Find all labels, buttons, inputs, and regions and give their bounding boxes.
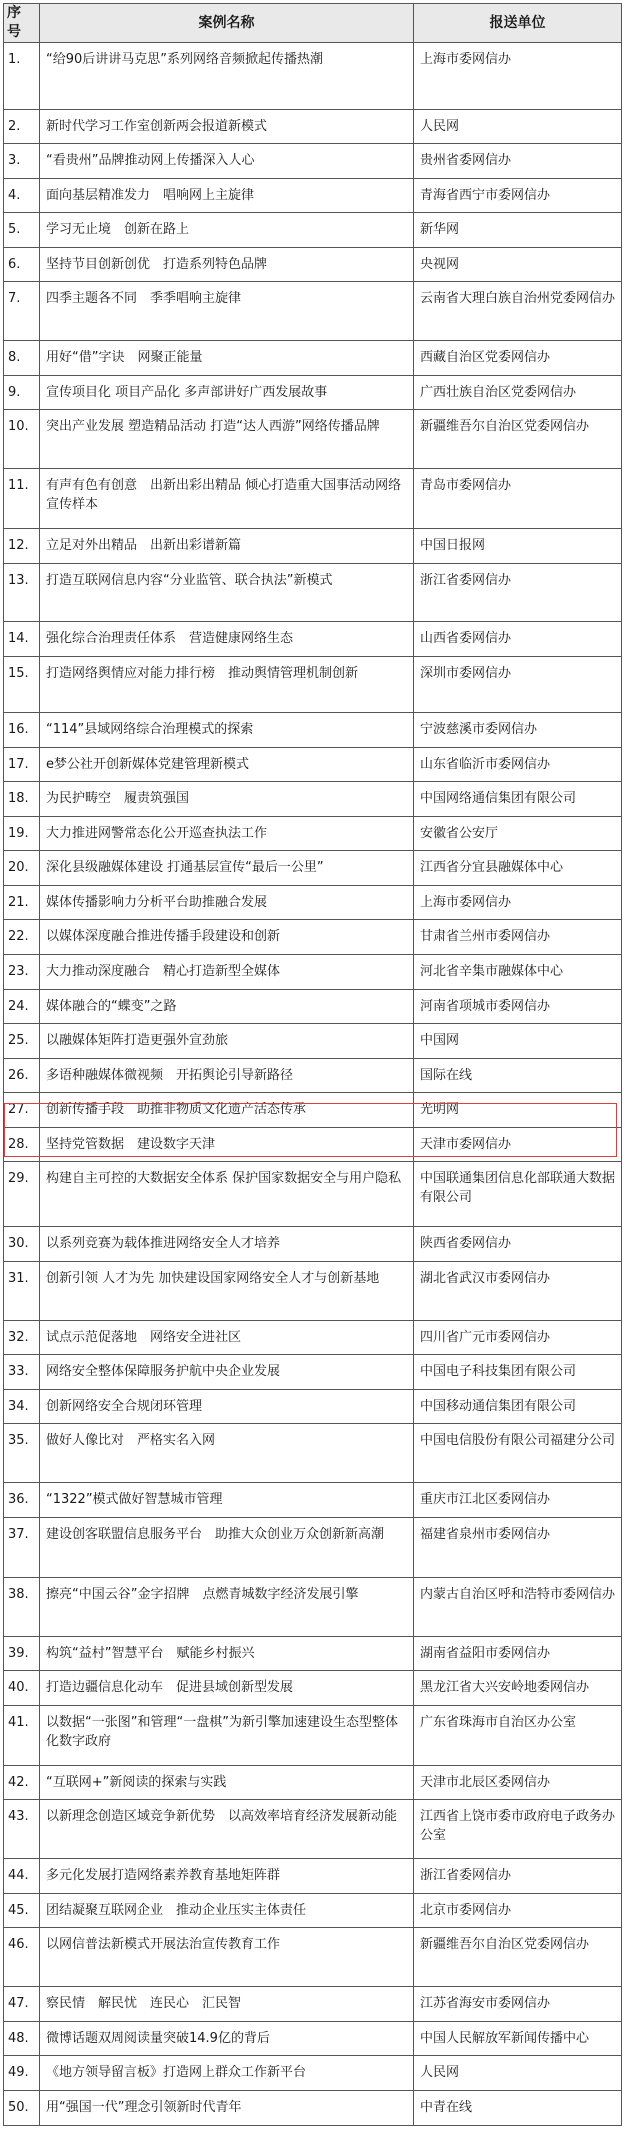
table-row: [4, 282, 622, 341]
row-case-name: 构筑“益村”智慧平台 赋能乡村振兴: [40, 1636, 414, 1671]
row-case-name: 新时代学习工作室创新两会报道新模式: [40, 109, 414, 144]
row-submitting-unit: 中国电信股份有限公司福建分公司: [414, 1424, 622, 1483]
row-case-name: 突出产业发展 塑造精品活动 打造“达人西游”网络传播品牌: [40, 410, 414, 469]
table-row: [4, 2056, 622, 2091]
row-serial-number: 19.: [4, 816, 40, 851]
table-row: [4, 1987, 622, 2022]
row-submitting-unit: 山西省委网信办: [414, 622, 622, 657]
row-serial-number: 43.: [4, 1800, 40, 1859]
row-case-name: 媒体融合的“蝶变”之路: [40, 989, 414, 1024]
row-case-name: 打造互联网信息内容“分业监管、联合执法”新模式: [40, 563, 414, 622]
row-case-name: 以数据“一张图”和管理“一盘棋”为新引擎加速建设生态型整体化数字政府: [40, 1705, 414, 1765]
row-submitting-unit: 国际在线: [414, 1058, 622, 1093]
table-row: [4, 713, 622, 748]
row-serial-number: 25.: [4, 1024, 40, 1059]
table-row: [4, 885, 622, 920]
row-serial-number: 31.: [4, 1261, 40, 1320]
table-row: [4, 1800, 622, 1859]
row-serial-number: 27.: [4, 1093, 40, 1128]
table-row: [4, 1671, 622, 1706]
table-row: [4, 1127, 622, 1162]
row-submitting-unit: 江西省分宜县融媒体中心: [414, 851, 622, 886]
table-row: [4, 2021, 622, 2056]
row-case-name: 构建自主可控的大数据安全体系 保护国家数据安全与用户隐私: [40, 1162, 414, 1227]
row-case-name: e梦公社开创新媒体党建管理新模式: [40, 747, 414, 782]
row-case-name: 创新网络安全合规闭环管理: [40, 1389, 414, 1424]
row-submitting-unit: 北京市委网信办: [414, 1893, 622, 1928]
table-row: [4, 782, 622, 817]
row-case-name: 四季主题各不同 季季唱响主旋律: [40, 282, 414, 341]
row-case-name: “给90后讲讲马克思”系列网络音频掀起传播热潮: [40, 43, 414, 110]
row-case-name: 多语种融媒体微视频 开拓舆论引导新路径: [40, 1058, 414, 1093]
row-serial-number: 23.: [4, 954, 40, 989]
row-case-name: 坚持党管数据 建设数字天津: [40, 1127, 414, 1162]
row-serial-number: 21.: [4, 885, 40, 920]
table-row: [4, 747, 622, 782]
row-serial-number: 3.: [4, 144, 40, 179]
row-case-name: 以媒体深度融合推进传播手段建设和创新: [40, 920, 414, 955]
table-row: [4, 1859, 622, 1894]
row-serial-number: 26.: [4, 1058, 40, 1093]
row-case-name: “1322”模式做好智慧城市管理: [40, 1483, 414, 1518]
row-case-name: 团结凝聚互联网企业 推动企业压实主体责任: [40, 1893, 414, 1928]
row-serial-number: 33.: [4, 1355, 40, 1390]
row-serial-number: 22.: [4, 920, 40, 955]
row-serial-number: 50.: [4, 2090, 40, 2125]
row-submitting-unit: 黑龙江省大兴安岭地委网信办: [414, 1671, 622, 1706]
row-submitting-unit: 山东省临沂市委网信办: [414, 747, 622, 782]
row-case-name: 擦亮“中国云谷”金字招牌 点燃青城数字经济发展引擎: [40, 1577, 414, 1636]
table-row: [4, 410, 622, 469]
table-row: [4, 1227, 622, 1262]
row-serial-number: 34.: [4, 1389, 40, 1424]
row-case-name: “互联网+”新阅读的探索与实践: [40, 1765, 414, 1800]
row-case-name: 用好“借”字诀 网聚正能量: [40, 341, 414, 376]
row-serial-number: 8.: [4, 341, 40, 376]
row-case-name: 以系列竞赛为载体推进网络安全人才培养: [40, 1227, 414, 1262]
row-serial-number: 6.: [4, 247, 40, 282]
row-serial-number: 10.: [4, 410, 40, 469]
table-row: [4, 954, 622, 989]
row-submitting-unit: 新疆维吾尔自治区党委网信办: [414, 410, 622, 469]
row-submitting-unit: 新疆维吾尔自治区党委网信办: [414, 1928, 622, 1987]
table-row: [4, 920, 622, 955]
row-submitting-unit: 福建省泉州市委网信办: [414, 1517, 622, 1577]
row-case-name: 面向基层精准发力 唱响网上主旋律: [40, 178, 414, 213]
row-submitting-unit: 上海市委网信办: [414, 43, 622, 110]
row-serial-number: 9.: [4, 375, 40, 410]
row-serial-number: 5.: [4, 213, 40, 248]
table-row: [4, 529, 622, 564]
row-case-name: 创新传播手段 助推非物质文化遗产活态传承: [40, 1093, 414, 1128]
row-serial-number: 38.: [4, 1577, 40, 1636]
row-submitting-unit: 贵州省委网信办: [414, 144, 622, 179]
row-submitting-unit: 中国移动通信集团有限公司: [414, 1389, 622, 1424]
row-case-name: 创新引领 人才为先 加快建设国家网络安全人才与创新基地: [40, 1261, 414, 1320]
row-case-name: 察民情 解民忧 连民心 汇民智: [40, 1987, 414, 2022]
row-submitting-unit: 中国电子科技集团有限公司: [414, 1355, 622, 1390]
row-submitting-unit: 浙江省委网信办: [414, 563, 622, 622]
row-serial-number: 15.: [4, 656, 40, 712]
case-list-table: [3, 3, 622, 2126]
row-case-name: 学习无止境 创新在路上: [40, 213, 414, 248]
row-serial-number: 35.: [4, 1424, 40, 1483]
row-serial-number: 39.: [4, 1636, 40, 1671]
row-submitting-unit: 云南省大理白族自治州党委网信办: [414, 282, 622, 341]
row-serial-number: 1.: [4, 43, 40, 110]
row-case-name: 微博话题双周阅读量突破14.9亿的背后: [40, 2021, 414, 2056]
row-submitting-unit: 人民网: [414, 2056, 622, 2091]
table-header: [4, 4, 622, 43]
row-serial-number: 37.: [4, 1517, 40, 1577]
row-case-name: 网络安全整体保障服务护航中央企业发展: [40, 1355, 414, 1390]
row-case-name: 有声有色有创意 出新出彩出精品 倾心打造重大国事活动网络宣传样本: [40, 468, 414, 528]
row-case-name: 大力推进网警常态化公开巡查执法工作: [40, 816, 414, 851]
row-submitting-unit: 深圳市委网信办: [414, 656, 622, 712]
table-row: [4, 1705, 622, 1765]
row-submitting-unit: 宁波慈溪市委网信办: [414, 713, 622, 748]
row-serial-number: 18.: [4, 782, 40, 817]
row-serial-number: 7.: [4, 282, 40, 341]
row-serial-number: 41.: [4, 1705, 40, 1765]
row-case-name: “看贵州”品牌推动网上传播深入人心: [40, 144, 414, 179]
row-submitting-unit: 重庆市江北区委网信办: [414, 1483, 622, 1518]
row-submitting-unit: 上海市委网信办: [414, 885, 622, 920]
table-row: [4, 656, 622, 712]
row-serial-number: 49.: [4, 2056, 40, 2091]
table-row: [4, 1320, 622, 1355]
row-case-name: 媒体传播影响力分析平台助推融合发展: [40, 885, 414, 920]
row-serial-number: 40.: [4, 1671, 40, 1706]
row-submitting-unit: 中国网络通信集团有限公司: [414, 782, 622, 817]
row-serial-number: 16.: [4, 713, 40, 748]
row-serial-number: 28.: [4, 1127, 40, 1162]
row-submitting-unit: 河南省项城市委网信办: [414, 989, 622, 1024]
row-serial-number: 12.: [4, 529, 40, 564]
row-case-name: 宣传项目化 项目产品化 多声部讲好广西发展故事: [40, 375, 414, 410]
table-body: [4, 43, 622, 2126]
row-submitting-unit: 内蒙古自治区呼和浩特市委网信办: [414, 1577, 622, 1636]
row-serial-number: 2.: [4, 109, 40, 144]
table-row: [4, 375, 622, 410]
table-row: [4, 1893, 622, 1928]
table-row: [4, 144, 622, 179]
row-submitting-unit: 新华网: [414, 213, 622, 248]
row-submitting-unit: 陕西省委网信办: [414, 1227, 622, 1262]
row-submitting-unit: 西藏自治区党委网信办: [414, 341, 622, 376]
row-serial-number: 20.: [4, 851, 40, 886]
row-serial-number: 13.: [4, 563, 40, 622]
row-submitting-unit: 天津市北辰区委网信办: [414, 1765, 622, 1800]
row-case-name: 做好人像比对 严格实名入网: [40, 1424, 414, 1483]
row-case-name: “114”县域网络综合治理模式的探索: [40, 713, 414, 748]
row-case-name: 打造边疆信息化动车 促进县域创新型发展: [40, 1671, 414, 1706]
row-serial-number: 4.: [4, 178, 40, 213]
row-submitting-unit: 天津市委网信办: [414, 1127, 622, 1162]
row-submitting-unit: 中国联通集团信息化部联通大数据有限公司: [414, 1162, 622, 1227]
row-submitting-unit: 青岛市委网信办: [414, 468, 622, 528]
header-submitting-unit: 报送单位: [414, 4, 622, 43]
table-row: [4, 468, 622, 528]
row-serial-number: 29.: [4, 1162, 40, 1227]
row-submitting-unit: 光明网: [414, 1093, 622, 1128]
row-serial-number: 24.: [4, 989, 40, 1024]
row-case-name: 多元化发展打造网络素养教育基地矩阵群: [40, 1859, 414, 1894]
table-row: [4, 1577, 622, 1636]
row-case-name: 以网信普法新模式开展法治宣传教育工作: [40, 1928, 414, 1987]
row-submitting-unit: 湖北省武汉市委网信办: [414, 1261, 622, 1320]
row-case-name: 用“强国一代”理念引领新时代青年: [40, 2090, 414, 2125]
row-submitting-unit: 浙江省委网信办: [414, 1859, 622, 1894]
row-serial-number: 36.: [4, 1483, 40, 1518]
table-row: [4, 247, 622, 282]
table-row: [4, 1162, 622, 1227]
table-row: [4, 1636, 622, 1671]
row-serial-number: 48.: [4, 2021, 40, 2056]
row-serial-number: 14.: [4, 622, 40, 657]
row-serial-number: 44.: [4, 1859, 40, 1894]
row-case-name: 试点示范促落地 网络安全进社区: [40, 1320, 414, 1355]
row-submitting-unit: 湖南省益阳市委网信办: [414, 1636, 622, 1671]
row-case-name: 坚持节目创新创优 打造系列特色品牌: [40, 247, 414, 282]
table-row: [4, 1058, 622, 1093]
table-row: [4, 213, 622, 248]
table-row: [4, 1261, 622, 1320]
table-row: [4, 1093, 622, 1128]
row-submitting-unit: 江西省上饶市委市政府电子政务办公室: [414, 1800, 622, 1859]
row-submitting-unit: 中国网: [414, 1024, 622, 1059]
row-serial-number: 17.: [4, 747, 40, 782]
row-serial-number: 47.: [4, 1987, 40, 2022]
row-serial-number: 32.: [4, 1320, 40, 1355]
row-case-name: 为民护畴空 履责筑强国: [40, 782, 414, 817]
row-case-name: 《地方领导留言板》打造网上群众工作新平台: [40, 2056, 414, 2091]
row-case-name: 深化县级融媒体建设 打通基层宣传“最后一公里”: [40, 851, 414, 886]
row-submitting-unit: 甘肃省兰州市委网信办: [414, 920, 622, 955]
row-submitting-unit: 中国日报网: [414, 529, 622, 564]
table-row: [4, 816, 622, 851]
row-submitting-unit: 四川省广元市委网信办: [414, 1320, 622, 1355]
row-submitting-unit: 中青在线: [414, 2090, 622, 2125]
row-submitting-unit: 央视网: [414, 247, 622, 282]
table-row: [4, 851, 622, 886]
table-row: [4, 1765, 622, 1800]
row-serial-number: 42.: [4, 1765, 40, 1800]
table-row: [4, 1928, 622, 1987]
table-row: [4, 1355, 622, 1390]
table-row: [4, 1024, 622, 1059]
row-case-name: 以新理念创造区域竞争新优势 以高效率培育经济发展新动能: [40, 1800, 414, 1859]
table-row: [4, 563, 622, 622]
row-case-name: 以融媒体矩阵打造更强外宣劲旅: [40, 1024, 414, 1059]
row-serial-number: 46.: [4, 1928, 40, 1987]
row-submitting-unit: 中国人民解放军新闻传播中心: [414, 2021, 622, 2056]
row-case-name: 强化综合治理责任体系 营造健康网络生态: [40, 622, 414, 657]
header-case-name: 案例名称: [40, 4, 414, 43]
table-row: [4, 1389, 622, 1424]
table-row: [4, 2090, 622, 2125]
table-row: [4, 622, 622, 657]
table-row: [4, 1424, 622, 1483]
row-submitting-unit: 河北省辛集市融媒体中心: [414, 954, 622, 989]
row-submitting-unit: 青海省西宁市委网信办: [414, 178, 622, 213]
row-submitting-unit: 江苏省海安市委网信办: [414, 1987, 622, 2022]
row-submitting-unit: 广东省珠海市自治区办公室: [414, 1705, 622, 1765]
row-submitting-unit: 人民网: [414, 109, 622, 144]
header-serial-number: 序号: [4, 4, 40, 43]
row-case-name: 大力推动深度融合 精心打造新型全媒体: [40, 954, 414, 989]
row-serial-number: 11.: [4, 468, 40, 528]
row-case-name: 立足对外出精品 出新出彩谱新篇: [40, 529, 414, 564]
row-submitting-unit: 广西壮族自治区党委网信办: [414, 375, 622, 410]
row-submitting-unit: 安徽省公安厅: [414, 816, 622, 851]
row-serial-number: 30.: [4, 1227, 40, 1262]
table-row: [4, 43, 622, 110]
row-case-name: 打造网络舆情应对能力排行榜 推动舆情管理机制创新: [40, 656, 414, 712]
row-serial-number: 45.: [4, 1893, 40, 1928]
table-row: [4, 178, 622, 213]
table-row: [4, 1517, 622, 1577]
table-row: [4, 989, 622, 1024]
row-case-name: 建设创客联盟信息服务平台 助推大众创业万众创新新高潮: [40, 1517, 414, 1577]
table-row: [4, 1483, 622, 1518]
table-row: [4, 341, 622, 376]
table-row: [4, 109, 622, 144]
